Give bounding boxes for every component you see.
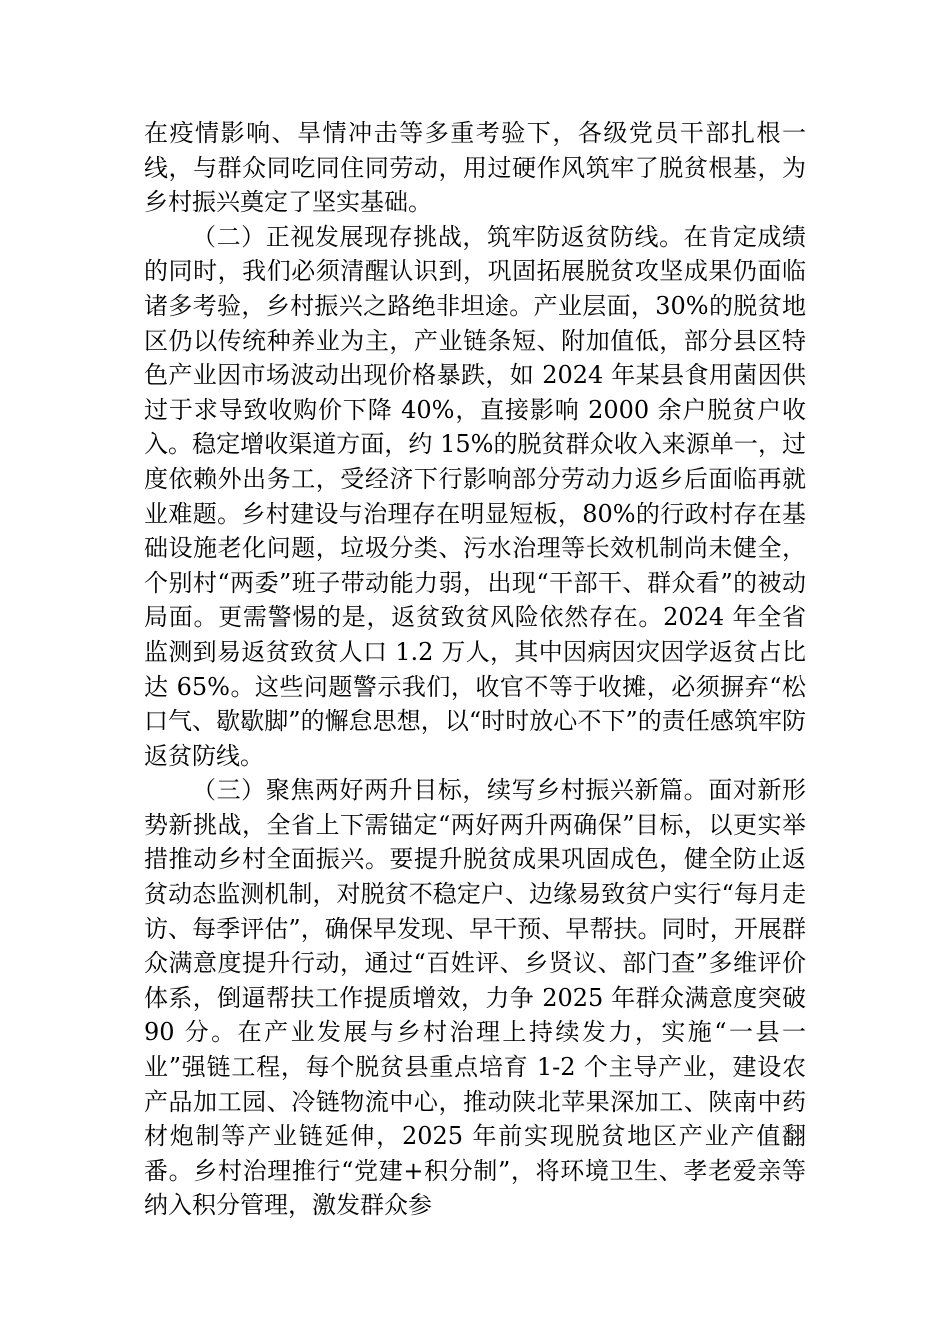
paragraph-continuation: 在疫情影响、旱情冲击等多重考验下，各级党员干部扎根一线，与群众同吃同住同劳动，用过硬作风筑牢了脱贫根基，为乡村振兴奠定了坚实基础。: [144, 119, 806, 217]
document-page: [144, 116, 806, 1223]
paragraph-section-2: （二）正视发展现存挑战，筑牢防返贫防线。在肯定成绩的同时，我们必须清醒认识到，巩固拓展脱贫攻坚成果仍面临诸多考验，乡村振兴之路绝非坦途。产业层面，30%的脱贫地区仍以传统种养业为主，产业链条短、附加值低，部分县区特色产业因市场波动出现价格暴跌，如 2024 年某县食用菌因供过于求导致收购价下降 40%，直接影响 2000 余户脱贫户收入。稳定增收渠道方面，约 15%的脱贫群众收入来源单一，过度依赖外出务工，受经济下行影响部分劳动力返乡后面临再就业难题。乡村建设与治理存在明显短板，80%的行政村存在基础设施老化问题，垃圾分类、污水治理等长效机制尚未健全，个别村“两委”班子带动能力弱，出现“干部干、群众看”的被动局面。更需警惕的是，返贫致贫风险依然存在。2024 年全省监测到易返贫致贫人口 1.2 万人，其中因病因灾因学返贫占比达 65%。这些问题警示我们，收官不等于收摊，必须摒弃“松口气、歇歇脚”的懈怠思想，以“时时放心不下”的责任感筑牢防返贫防线。: [144, 222, 806, 770]
paragraph-section-3: （三）聚焦两好两升目标，续写乡村振兴新篇。面对新形势新挑战，全省上下需锚定“两好两升两确保”目标，以更实举措推动乡村全面振兴。要提升脱贫成果巩固成色，健全防止返贫动态监测机制，对脱贫不稳定户、边缘易致贫户实行“每月走访、每季评估”，确保早发现、早干预、早帮扶。同时，开展群众满意度提升行动，通过“百姓评、乡贤议、部门查”多维评价体系，倒逼帮扶工作提质增效，力争 2025 年群众满意度突破 90 分。在产业发展与乡村治理上持续发力，实施“一县一业”强链工程，每个脱贫县重点培育 1-2 个主导产业，建设农产品加工园、冷链物流中心，推动陕北苹果深加工、陕南中药材炮制等产业链延伸，2025 年前实现脱贫地区产业产值翻番。乡村治理推行“党建+积分制”，将环境卫生、孝老爱亲等纳入积分管理，激发群众参: [144, 776, 806, 1220]
